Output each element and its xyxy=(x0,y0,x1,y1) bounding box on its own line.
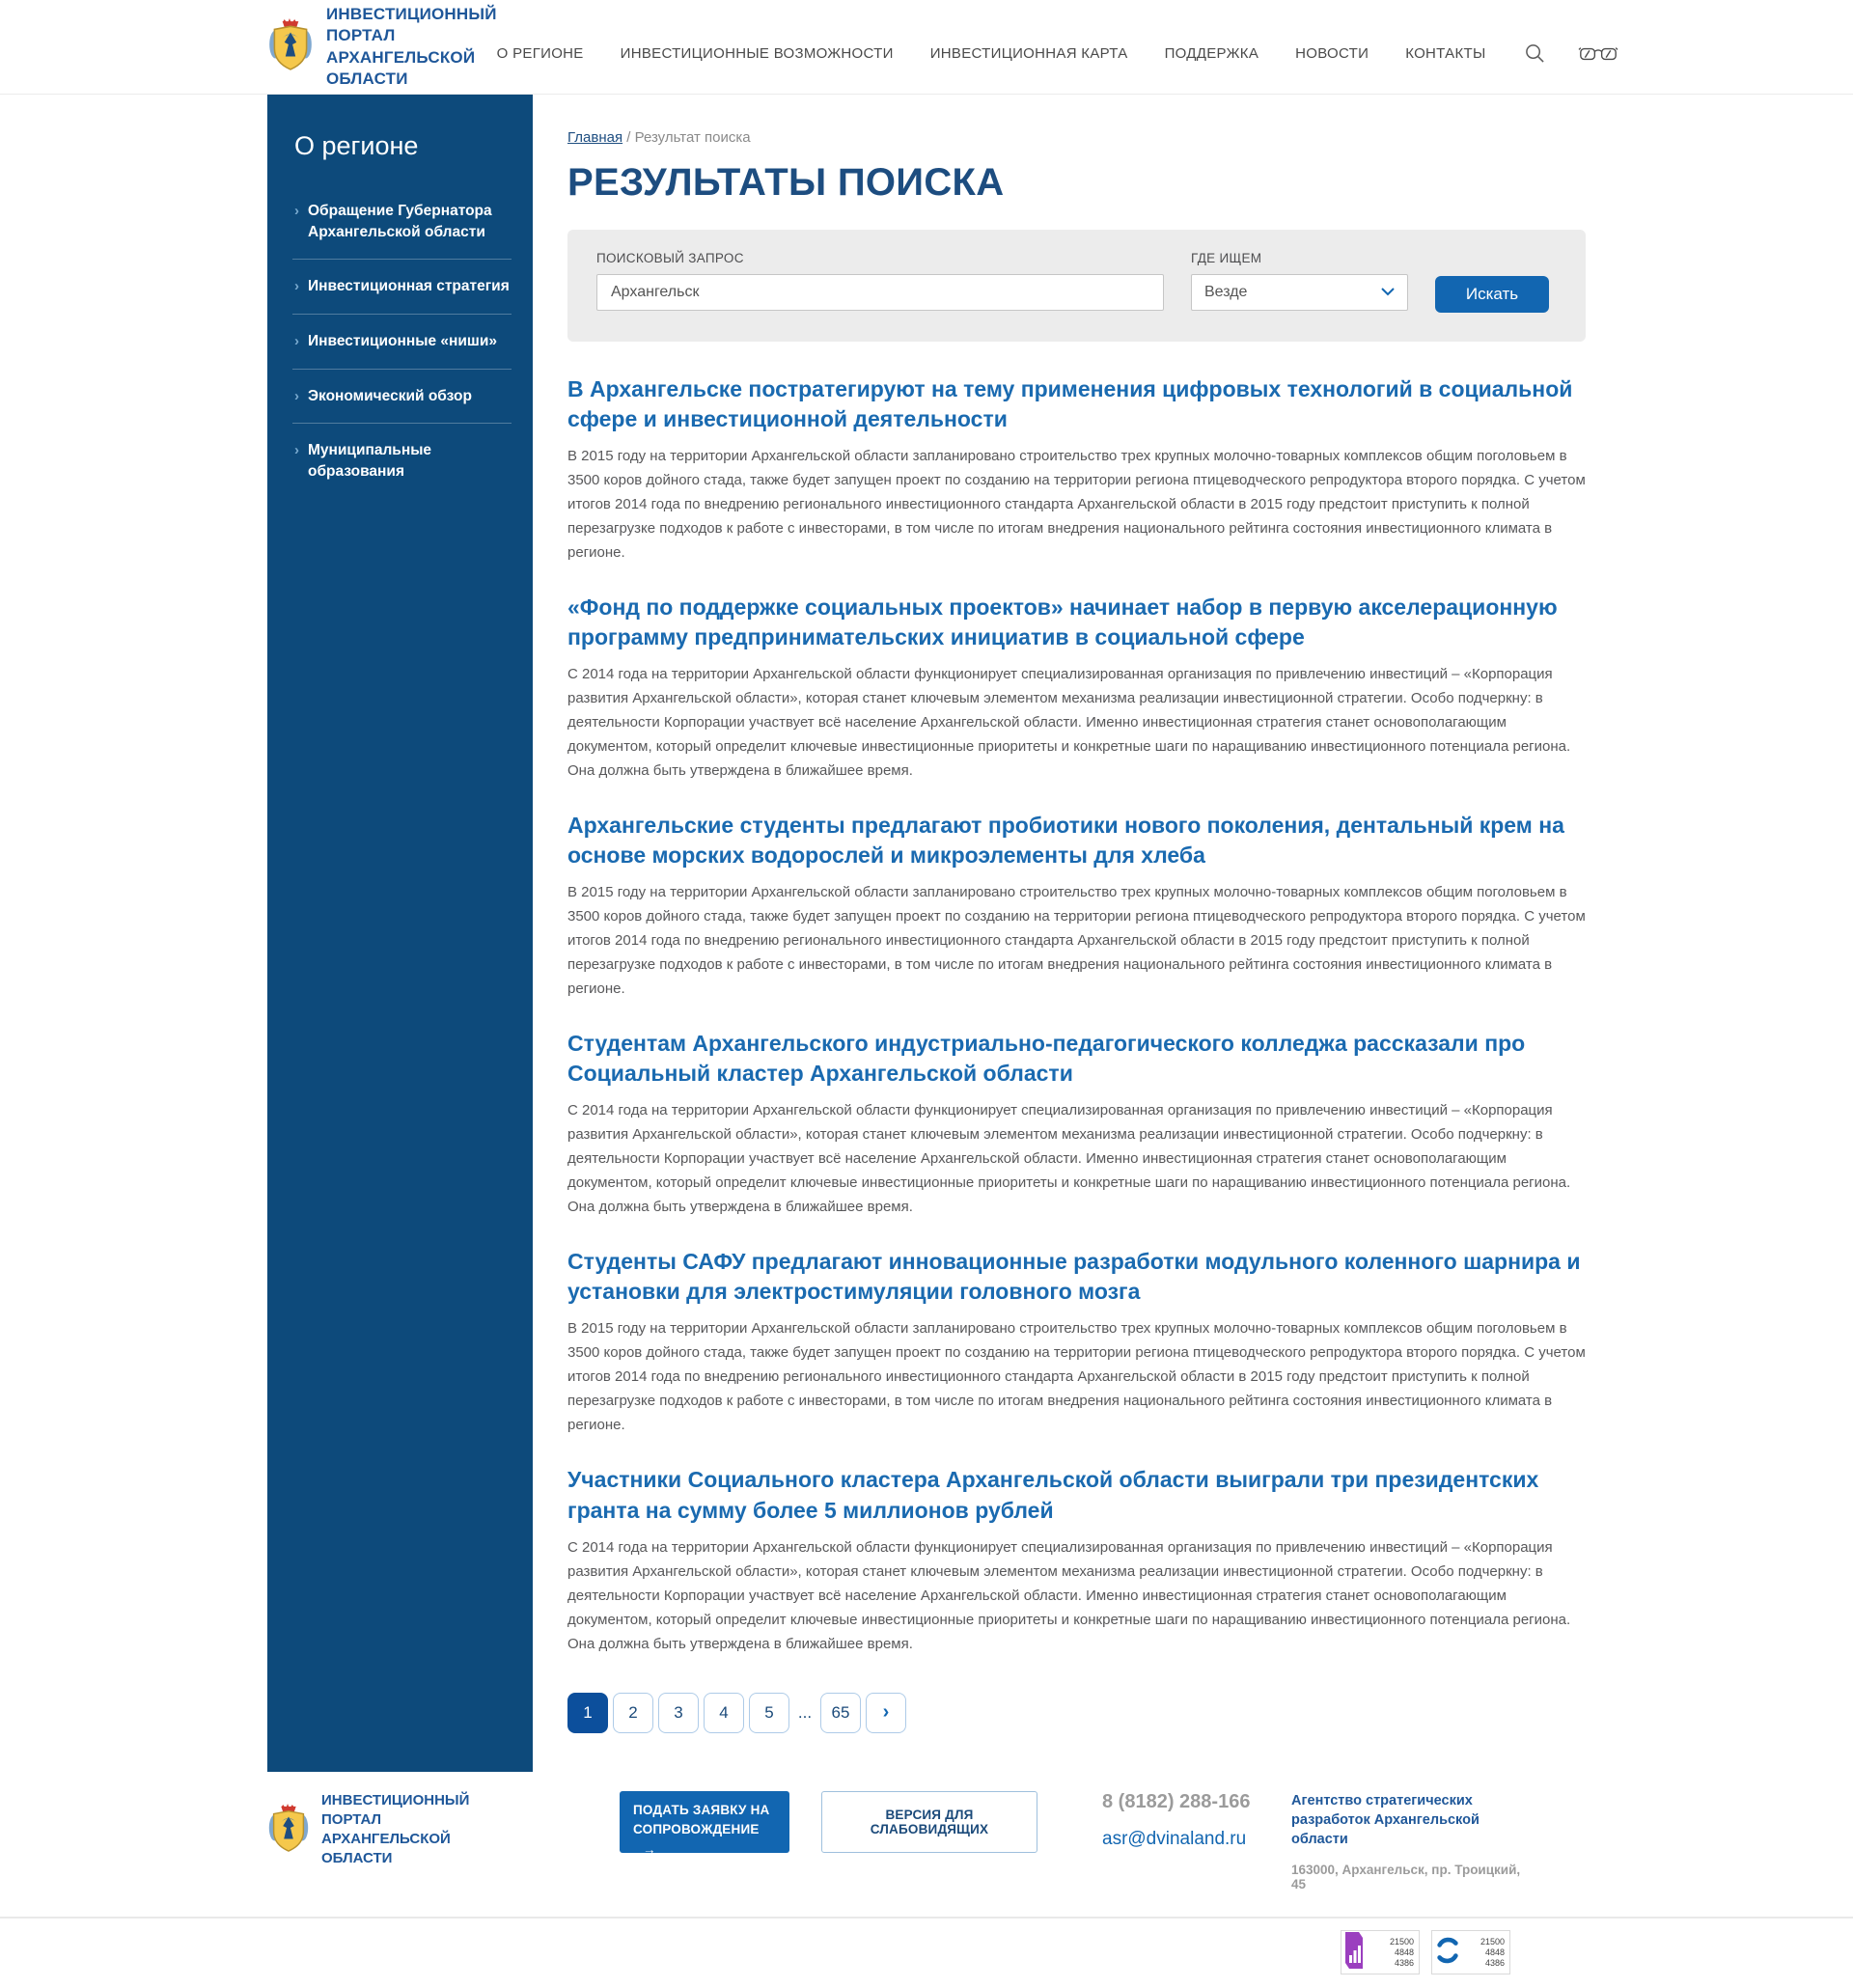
site-footer xyxy=(0,1772,1853,1988)
result-snippet: С 2014 года на территории Архангельской области функционирует специализированная организация по привлечению инвестиций – «Корпорация развития Архангельской области», которая станет ключевым элементом механизма реализации инвестиционной стратегии. Особо подчеркну: в деятельности Корпорации участвует всё население Архангельской области. Именно инвестиционная стратегия станет основополагающим документом, который определит ключевые инвестиционные приоритеты и конкретные шаги по наращиванию инвестиционного потенциала региона. Она должна быть утверждена в ближайшее время. xyxy=(567,1538,1571,1652)
search-submit-button[interactable]: Искать xyxy=(1435,276,1549,313)
refresh-counter-icon xyxy=(1435,1934,1460,1972)
sidebar-item-invest-strategy[interactable] xyxy=(292,260,512,314)
pagination-page-2[interactable]: 2 xyxy=(613,1693,653,1733)
result-snippet: В 2015 году на территории Архангельской области запланировано строительство трех крупных молочно-товарных комплексов общим поголовьем в 3500 коров дойного стада, также будет запущен проект по созданию на территории региона птицеводческого репродуктора второго порядка. С учетом итогов 2014 года по внедрению регионального инвестиционного стандарта Архангельской области в 2015 году предстоит приступить к полной перезагрузке подходов к работе с инвесторами, в том числе по итогам внедрения национального рейтинга состояния инвестиционного климата в регионе. xyxy=(567,448,1586,562)
nav-invest-map[interactable]: ИНВЕСТИЦИОННАЯ КАРТА xyxy=(929,45,1128,62)
result-snippet: В 2015 году на территории Архангельской области запланировано строительство трех крупных молочно-товарных комплексов общим поголовьем в 3500 коров дойного стада, также будет запущен проект по созданию на территории региона птицеводческого репродуктора второго порядка. С учетом итогов 2014 года по внедрению регионального инвестиционного стандарта Архангельской области в 2015 году предстоит приступить к полной перезагрузке подходов к работе с инвесторами, в том числе по итогам внедрения национального рейтинга состояния инвестиционного климата в регионе. xyxy=(567,884,1586,998)
main-nav xyxy=(497,45,1486,62)
site-title: ИНВЕСТИЦИОННЫЙ ПОРТАЛ АРХАНГЕЛЬСКОЙ ОБЛАСТИ xyxy=(326,5,497,88)
coat-of-arms-icon xyxy=(267,18,314,75)
footer-contacts xyxy=(1102,1791,1253,1850)
breadcrumb-separator: / xyxy=(626,129,631,146)
sidebar-item-label: Инвестиционные «ниши» xyxy=(308,333,497,350)
search-where-select[interactable] xyxy=(1191,274,1408,311)
counter-badge-liveinternet[interactable]: 21500 4848 4386 xyxy=(1341,1930,1420,1974)
result-snippet: С 2014 года на территории Архангельской области функционирует специализированная организация по привлечению инвестиций – «Корпорация развития Архангельской области», которая станет ключевым элементом механизма реализации инвестиционной стратегии. Особо подчеркну: в деятельности Корпорации участвует всё население Архангельской области. Именно инвестиционная стратегия станет основополагающим документом, который определит ключевые инвестиционные приоритеты и конкретные шаги по наращиванию инвестиционного потенциала региона. Она должна быть утверждена в ближайшее время. xyxy=(567,1102,1571,1216)
sidebar-item-economic-review[interactable] xyxy=(292,370,512,424)
accessibility-version-button[interactable]: ВЕРСИЯ ДЛЯ СЛАБОВИДЯЩИХ xyxy=(821,1791,1037,1853)
pagination-page-1[interactable]: 1 xyxy=(567,1693,608,1733)
site-logo[interactable] xyxy=(267,4,497,89)
search-result-item xyxy=(567,1247,1586,1437)
footer-email-link[interactable]: asr@dvinaland.ru xyxy=(1102,1828,1247,1849)
footer-logo[interactable] xyxy=(267,1791,499,1869)
visit-counters xyxy=(267,1919,1586,1988)
sidebar-item-label: Инвестиционная стратегия xyxy=(308,278,510,295)
sidebar-item-municipalities[interactable] xyxy=(292,424,512,498)
sidebar-item-invest-niches[interactable] xyxy=(292,315,512,369)
sidebar-item-governor-address[interactable] xyxy=(292,184,512,259)
search-query-label: ПОИСКОВЫЙ ЗАПРОС xyxy=(596,251,744,265)
footer-site-title: ИНВЕСТИЦИОННЫЙ ПОРТАЛ АРХАНГЕЛЬСКОЙ ОБЛАСТИ xyxy=(321,1791,470,1867)
page-title: РЕЗУЛЬТАТЫ ПОИСКА xyxy=(567,161,1005,204)
search-result-item xyxy=(567,374,1586,565)
sidebar-item-label: Обращение Губернатора Архангельской области xyxy=(308,203,492,240)
pagination-page-last[interactable]: 65 xyxy=(820,1693,861,1733)
chevron-right-icon: › xyxy=(294,387,299,404)
sidebar-item-label: Муниципальные образования xyxy=(308,442,432,481)
search-where-label: ГДЕ ИЩЕМ xyxy=(1191,251,1262,265)
arrow-right-icon: → xyxy=(643,1842,656,1858)
search-query-input[interactable] xyxy=(596,274,1164,311)
result-snippet: С 2014 года на территории Архангельской области функционирует специализированная организация по привлечению инвестиций – «Корпорация развития Архангельской области», которая станет ключевым элементом механизма реализации инвестиционной стратегии. Особо подчеркну: в деятельности Корпорации участвует всё население Архангельской области. Именно инвестиционная стратегия станет основополагающим документом, который определит ключевые инвестиционные приоритеты и конкретные шаги по наращиванию инвестиционного потенциала региона. Она должна быть утверждена в ближайшее время. xyxy=(567,666,1571,780)
footer-phone: 8 (8182) 288-166 xyxy=(1102,1790,1251,1812)
agency-name: Агентство стратегических разработок Архангельской области xyxy=(1291,1792,1480,1848)
counter-badge-sputnik[interactable]: 21500 4848 4386 xyxy=(1431,1930,1510,1974)
pagination-ellipsis: ... xyxy=(797,1702,813,1722)
sidebar xyxy=(267,95,533,1772)
nav-support[interactable]: ПОДДЕРЖКА xyxy=(1164,45,1259,62)
result-title-link[interactable]: «Фонд по поддержке социальных проектов» начинает набор в первую акселерационную программу предпринимательских инициатив в социальной сфере xyxy=(567,594,1558,650)
coat-of-arms-icon xyxy=(267,1804,310,1857)
chevron-right-icon: › xyxy=(294,278,299,295)
result-title-link[interactable]: Студенты САФУ предлагают инновационные разработки модульного коленного шарнира и установки для электростимуляции головного мозга xyxy=(567,1249,1581,1305)
pagination-page-3[interactable]: 3 xyxy=(658,1693,699,1733)
site-header xyxy=(0,0,1853,95)
pagination-page-4[interactable]: 4 xyxy=(704,1693,744,1733)
result-title-link[interactable]: Студентам Архангельского индустриально-педагогического колледжа рассказали про Социальный кластер Архангельской области xyxy=(567,1031,1526,1087)
pagination-next-button[interactable]: › xyxy=(866,1693,906,1733)
search-form xyxy=(567,230,1586,342)
main-content xyxy=(533,95,1586,1772)
sidebar-item-label: Экономический обзор xyxy=(308,387,472,404)
result-title-link[interactable]: Архангельские студенты предлагают пробиотики нового поколения, дентальный крем на основе морских водорослей и микроэлементы для хлеба xyxy=(567,813,1564,869)
pagination-page-5[interactable]: 5 xyxy=(749,1693,789,1733)
search-icon[interactable] xyxy=(1525,43,1545,64)
submit-application-button[interactable]: ПОДАТЬ ЗАЯВКУ НА СОПРОВОЖДЕНИЕ → xyxy=(620,1791,789,1853)
glasses-icon[interactable] xyxy=(1578,44,1618,64)
nav-contacts[interactable]: КОНТАКТЫ xyxy=(1405,45,1486,62)
result-snippet: В 2015 году на территории Архангельской области запланировано строительство трех крупных молочно-товарных комплексов общим поголовьем в 3500 коров дойного стада, также будет запущен проект по созданию на территории региона птицеводческого репродуктора второго порядка. С учетом итогов 2014 года по внедрению регионального инвестиционного стандарта Архангельской области в 2015 году предстоит приступить к полной перезагрузке подходов к работе с инвесторами, в том числе по итогам внедрения национального рейтинга состояния инвестиционного климата в регионе. xyxy=(567,1320,1586,1434)
search-results-list xyxy=(567,374,1586,1656)
chevron-down-icon xyxy=(1381,284,1395,301)
pagination xyxy=(567,1693,1586,1733)
agency-address: 163000, Архангельск, пр. Троицкий, 45 xyxy=(1291,1863,1521,1892)
select-value: Везде xyxy=(1204,284,1248,300)
chevron-right-icon: › xyxy=(294,203,299,219)
search-result-item xyxy=(567,1029,1586,1219)
search-result-item xyxy=(567,811,1586,1001)
chevron-right-icon: › xyxy=(294,333,299,350)
chevron-right-icon: › xyxy=(294,442,299,459)
sidebar-title: О регионе xyxy=(294,131,419,160)
search-result-item xyxy=(567,1465,1586,1655)
bar-chart-counter-icon xyxy=(1344,1932,1364,1974)
search-result-item xyxy=(567,593,1586,783)
result-title-link[interactable]: Участники Социального кластера Архангельской области выиграли три президентских гранта на сумму более 5 миллионов рублей xyxy=(567,1467,1539,1523)
nav-invest-opportunities[interactable]: ИНВЕСТИЦИОННЫЕ ВОЗМОЖНОСТИ xyxy=(620,45,894,62)
breadcrumb xyxy=(567,129,1586,146)
result-title-link[interactable]: В Архангельске постратегируют на тему применения цифровых технологий в социальной сфере и инвестиционной деятельности xyxy=(567,376,1573,432)
nav-news[interactable]: НОВОСТИ xyxy=(1295,45,1369,62)
breadcrumb-current: Результат поиска xyxy=(634,129,751,146)
footer-agency xyxy=(1291,1791,1528,1892)
breadcrumb-home-link[interactable]: Главная xyxy=(567,129,623,146)
nav-about-region[interactable]: О РЕГИОНЕ xyxy=(496,45,584,62)
